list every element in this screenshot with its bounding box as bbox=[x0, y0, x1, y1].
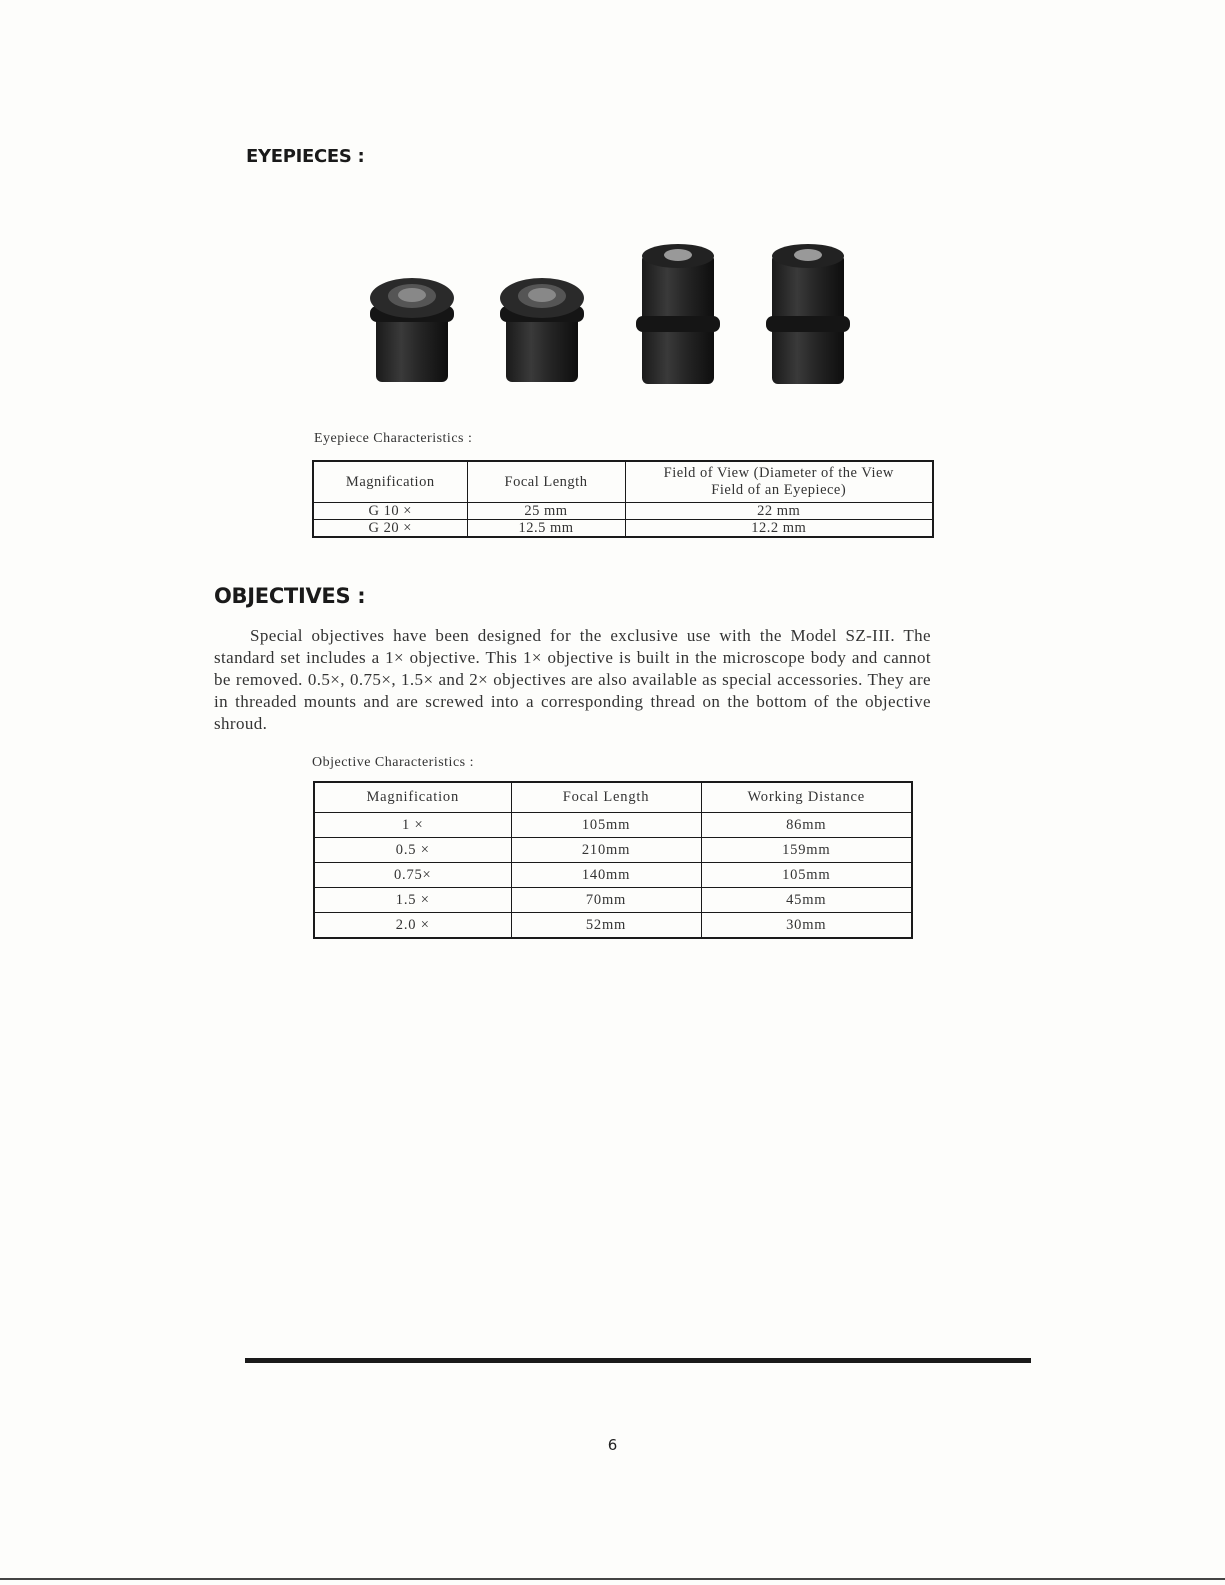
table-cell: 52mm bbox=[511, 913, 701, 939]
table-cell: 1.5 × bbox=[314, 888, 511, 913]
table-cell: 210mm bbox=[511, 838, 701, 863]
column-header: Field of View (Diameter of the View Field of an Eyepiece) bbox=[625, 461, 933, 503]
table-cell: 45mm bbox=[701, 888, 912, 913]
table-header-row bbox=[314, 782, 912, 813]
table-cell: 0.5 × bbox=[314, 838, 511, 863]
objectives-paragraph: Special objectives have been designed for the exclusive use with the Model SZ-III. The standard set includes a 1× objective. This 1× objective is built in the microscope body and cannot be removed. 0.5×, 0.75×, 1.5× and 2× objectives are also available as special accessories. They are in threaded mounts and are screwed into a corresponding thread on the bottom of the objective shroud. bbox=[214, 626, 931, 733]
eyepiece-short-1-image bbox=[370, 278, 454, 382]
table-cell: 105mm bbox=[701, 863, 912, 888]
table-cell: 1 × bbox=[314, 813, 511, 838]
table-cell: G 10 × bbox=[313, 503, 467, 520]
table-row bbox=[314, 813, 912, 838]
table-cell: G 20 × bbox=[313, 520, 467, 538]
table-cell: 12.2 mm bbox=[625, 520, 933, 538]
column-header: Working Distance bbox=[701, 782, 912, 813]
table-cell: 22 mm bbox=[625, 503, 933, 520]
table-header-row bbox=[313, 461, 933, 503]
table-cell: 2.0 × bbox=[314, 913, 511, 939]
table-row bbox=[314, 863, 912, 888]
table-row bbox=[314, 838, 912, 863]
table-row bbox=[313, 503, 933, 520]
table-cell: 70mm bbox=[511, 888, 701, 913]
table-cell: 140mm bbox=[511, 863, 701, 888]
footer-rule bbox=[245, 1358, 1031, 1363]
column-header: Magnification bbox=[313, 461, 467, 503]
objective-characteristics-table bbox=[313, 781, 913, 939]
table-cell: 105mm bbox=[511, 813, 701, 838]
column-header: Magnification bbox=[314, 782, 511, 813]
table-cell: 30mm bbox=[701, 913, 912, 939]
eyepiece-characteristics-table bbox=[312, 460, 934, 538]
table-row bbox=[314, 913, 912, 939]
table-cell: 159mm bbox=[701, 838, 912, 863]
column-header: Focal Length bbox=[467, 461, 625, 503]
table-cell: 25 mm bbox=[467, 503, 625, 520]
table-cell: 0.75× bbox=[314, 863, 511, 888]
column-header: Focal Length bbox=[511, 782, 701, 813]
table-row bbox=[314, 888, 912, 913]
eyepiece-short-2-image bbox=[500, 278, 584, 382]
page-number: 6 bbox=[607, 1436, 618, 1454]
objectives-heading: OBJECTIVES : bbox=[214, 584, 366, 608]
eyepiece-tall-1-image bbox=[636, 244, 720, 384]
table-cell: 86mm bbox=[701, 813, 912, 838]
eyepiece-tall-2-image bbox=[766, 244, 850, 384]
table-row bbox=[313, 520, 933, 538]
eyepieces-heading: EYEPIECES : bbox=[246, 146, 365, 167]
eyepieces-photo bbox=[360, 240, 870, 390]
scan-edge-divider bbox=[0, 1578, 1225, 1580]
eyepiece-characteristics-caption: Eyepiece Characteristics : bbox=[314, 431, 473, 446]
table-cell: 12.5 mm bbox=[467, 520, 625, 538]
objective-characteristics-caption: Objective Characteristics : bbox=[312, 755, 474, 770]
